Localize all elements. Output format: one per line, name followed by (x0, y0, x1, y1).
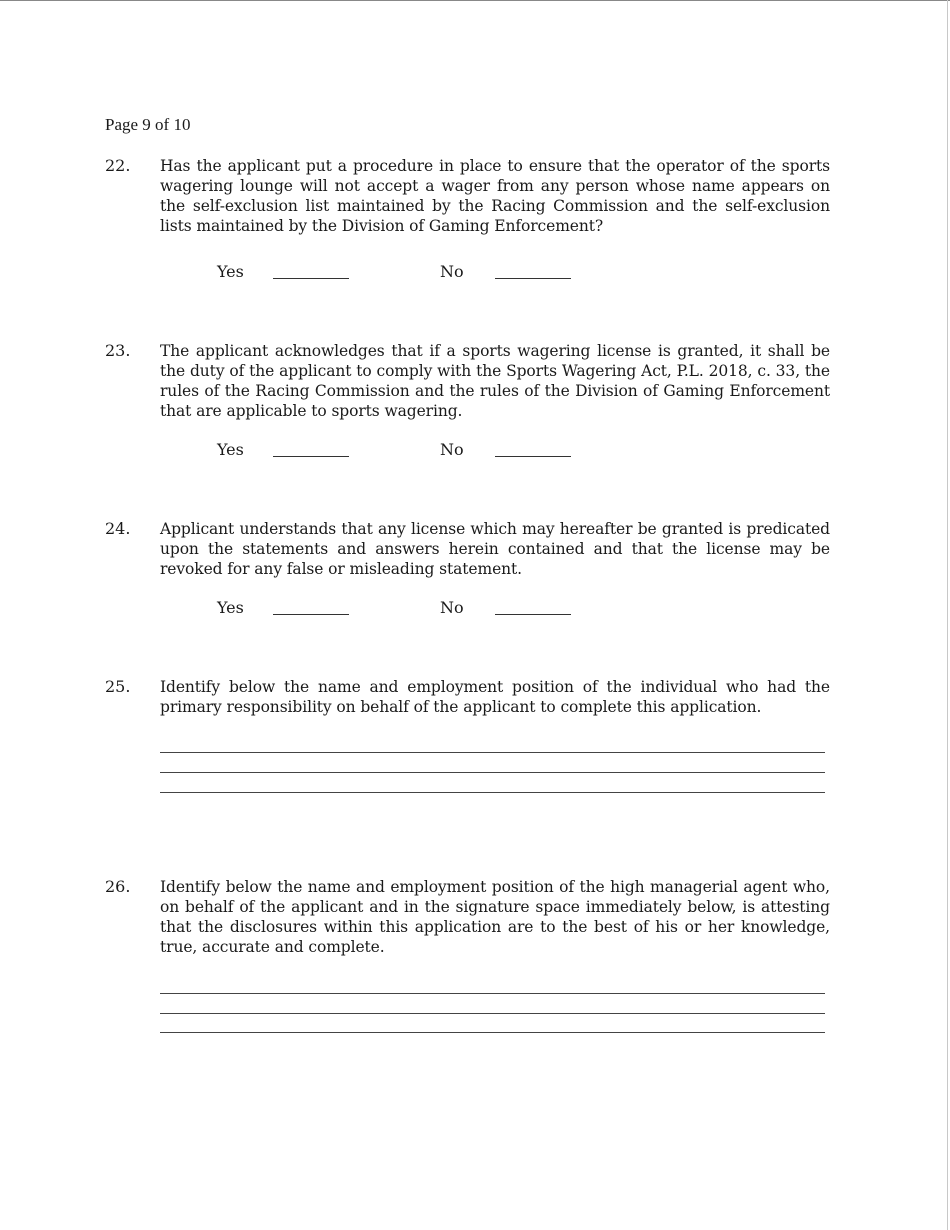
scan-border-right (947, 0, 948, 1230)
answer-line-25-2[interactable] (160, 772, 825, 773)
scan-border-top (0, 0, 950, 4)
yes-label: Yes (217, 598, 244, 617)
answer-line-25-1[interactable] (160, 752, 825, 753)
no-label: No (440, 440, 464, 459)
page-number: Page 9 of 10 (105, 115, 191, 134)
question-number: 25. (105, 677, 131, 696)
question-number: 23. (105, 341, 131, 360)
answer-line-26-1[interactable] (160, 993, 825, 994)
yes-label: Yes (217, 440, 244, 459)
yes-blank-22[interactable] (273, 278, 349, 279)
question-text: The applicant acknowledges that if a sports wagering license is granted, it shall be the duty of the applicant to comply with the Sports Wagering Act, P.L. 2018, c. 33, the rules of the Racing Commission and the rules of the Division of Gaming Enforcement that are applicable to sports wagering. (160, 342, 830, 420)
answer-line-25-3[interactable] (160, 792, 825, 793)
no-blank-22[interactable] (495, 278, 571, 279)
question-text: Applicant understands that any license which may hereafter be granted is predicated upon the statements and answers herein contained and that the license may be revoked for any false or misleading statement. (160, 520, 830, 578)
no-label: No (440, 598, 464, 617)
yes-label: Yes (217, 262, 244, 281)
question-number: 26. (105, 877, 131, 896)
yes-blank-24[interactable] (273, 614, 349, 615)
no-blank-24[interactable] (495, 614, 571, 615)
question-text: Identify below the name and employment position of the high managerial agent who, on behalf of the applicant and in the signature space immediately below, is attesting that the disclosures within this application are to the best of his or her knowledge, true, accurate and complete. (160, 878, 830, 956)
question-number: 22. (105, 156, 131, 175)
no-blank-23[interactable] (495, 456, 571, 457)
answer-line-26-3[interactable] (160, 1032, 825, 1033)
yes-blank-23[interactable] (273, 456, 349, 457)
question-text: Has the applicant put a procedure in place to ensure that the operator of the sports wagering lounge will not accept a wager from any person whose name appears on the self-exclusion list maintained by the Racing Commission and the self-exclusion lists maintained by the Division of Gaming Enforcement? (160, 157, 830, 235)
question-number: 24. (105, 519, 131, 538)
answer-line-26-2[interactable] (160, 1013, 825, 1014)
question-text: Identify below the name and employment position of the individual who had the primary responsibility on behalf of the applicant to complete this application. (160, 678, 830, 716)
no-label: No (440, 262, 464, 281)
